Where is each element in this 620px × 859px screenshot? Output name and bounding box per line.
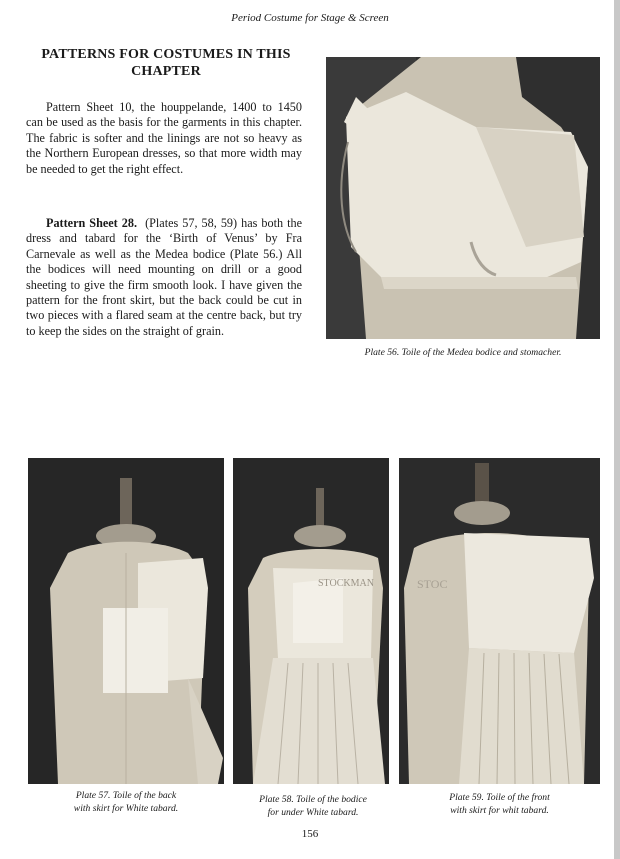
plate-58-caption-line1: Plate 58. Toile of the bodice xyxy=(259,794,367,805)
pattern-sheet-28-body: (Plates 57, 58, 59) has both the dress and tabard for the ‘Birth of Venus’ by Fra Carnevale as well as the Medea bodice (Plate 56.) All the bodices will need mounting on drill or a good sheeting to give the firm smooth look. I have given the pattern for the front skirt, but the back could be cut in two pieces with a flared seam at the centre back, but try to keep the sides on the straight of grain. xyxy=(26,216,302,338)
plate-57-photo xyxy=(28,458,224,784)
pattern-sheet-28-lead: Pattern Sheet 28. xyxy=(46,216,137,230)
plate-59-caption xyxy=(399,792,600,817)
running-head: Period Costume for Stage & Screen xyxy=(231,12,389,24)
plate-56-caption: Plate 56. Toile of the Medea bodice and stomacher. xyxy=(364,347,562,358)
plate-58-photo xyxy=(233,458,389,784)
plate-59-form-label: STOC xyxy=(417,577,448,591)
plate-57-caption-line1: Plate 57. Toile of the back xyxy=(75,790,177,801)
plate-59-photo xyxy=(399,458,600,784)
plate-56-photo xyxy=(326,57,600,339)
paragraph-pattern-sheet-10: Pattern Sheet 10, the houppelande, 1400 to 1450 can be used as the basis for the garments in this chapter. The fabric is softer and the linings are not so heavy as the Northern European dresses, so that more width may be needed to get the right effect. xyxy=(26,100,302,176)
plate-58-form-label: STOCKMAN xyxy=(318,578,374,589)
paragraph-pattern-sheet-28 xyxy=(26,216,302,339)
plate-57-caption xyxy=(28,790,224,815)
chapter-section-title: PATTERNS FOR COSTUMES IN THIS CHAPTER xyxy=(41,47,291,79)
plate-58-caption xyxy=(233,794,393,819)
page-edge xyxy=(614,0,620,859)
plate-59-caption-line1: Plate 59. Toile of the front xyxy=(449,792,550,803)
page-number: 156 xyxy=(301,828,319,840)
plate-59-caption-line2: with skirt for whit tabard. xyxy=(450,804,549,816)
plate-58-caption-line2: for under White tabard. xyxy=(267,806,359,818)
plate-57-caption-line2: with skirt for White tabard. xyxy=(73,802,179,814)
